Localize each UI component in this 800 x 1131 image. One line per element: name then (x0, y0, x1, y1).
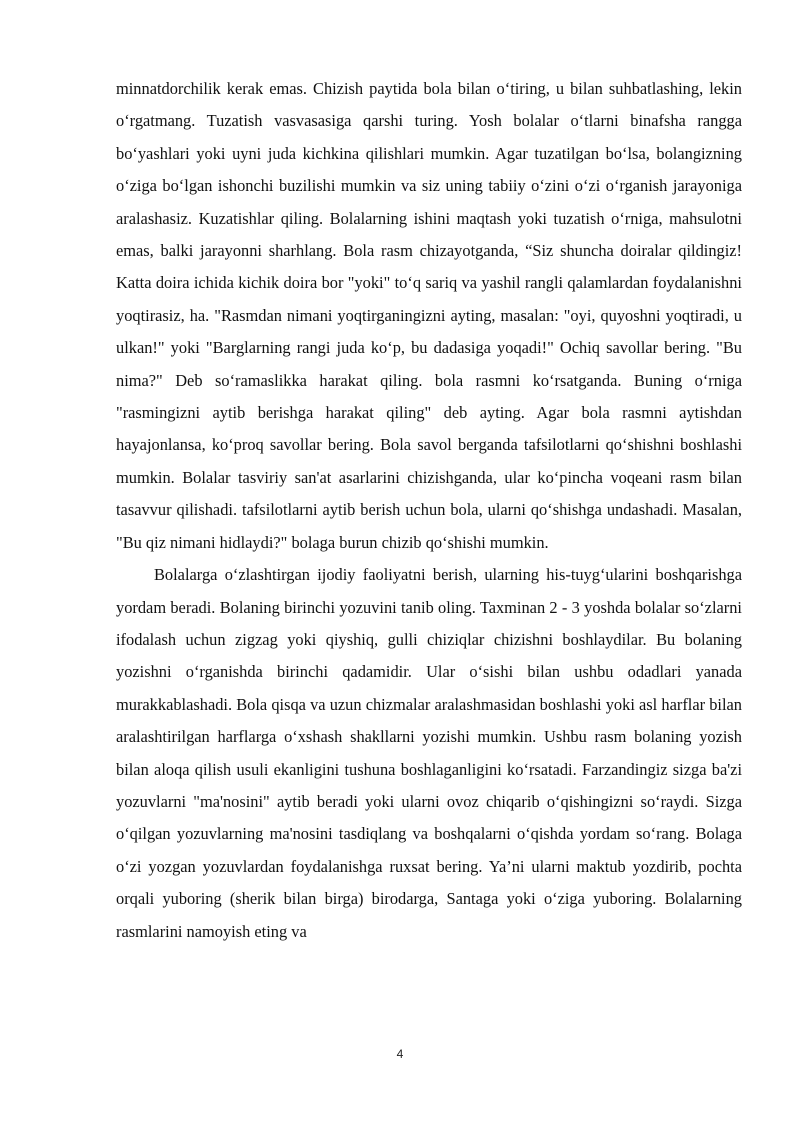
body-text (116, 73, 742, 948)
page-number: 4 (396, 1047, 404, 1061)
paragraph: Bolalarga o‘zlashtirgan ijodiy faoliyatni berish, ularning his-tuyg‘ularini boshqarishga yordam beradi. Bolaning birinchi yozuvini tanib oling. Taxminan 2 - 3 yoshda bolalar so‘zlarni ifodalash uchun zigzag yoki qiyshiq, gulli chiziqlar chizishni boshlaydilar. Bu bolaning yozishni o‘rganishda birinchi qadamidir. Ular o‘sishi bilan ushbu odadlari yanada murakkablashadi. Bola qisqa va uzun chizmalar aralashmasidan boshlashi yoki asl harflar bilan aralashtirilgan harflarga o‘xshash shakllarni yozishi mumkin. Ushbu rasm bolaning yozish bilan aloqa qilish usuli ekanligini tushuna boshlaganligini ko‘rsatadi. Farzandingiz sizga ba'zi yozuvlarni "ma'nosini" aytib beradi yoki ularni ovoz chiqarib o‘qishingizni so‘raydi. Sizga o‘qilgan yozuvlarning ma'nosini tasdiqlang va boshqalarni o‘qishda yordam so‘rang. Bolaga o‘zi yozgan yozuvlardan foydalanishga ruxsat bering. Ya’ni ularni maktub yozdirib, pochta orqali yuboring (sherik bilan birga) birodarga, Santaga yoki o‘ziga yuboring. Bolalarning rasmlarini namoyish eting va (116, 565, 742, 941)
paragraph-continuation: minnatdorchilik kerak emas. Chizish paytida bola bilan o‘tiring, u bilan suhbatlashing, lekin o‘rgatmang. Tuzatish vasvasasiga qarshi turing. Yosh bolalar o‘tlarni binafsha rangga bo‘yashlari yoki uyni juda kichkina qilishlari mumkin. Agar tuzatilgan bo‘lsa, bolangizning o‘ziga bo‘lgan ishonchi buzilishi mumkin va siz uning tabiiy o‘zini o‘zi o‘rganish jarayoniga aralashasiz. Kuzatishlar qiling. Bolalarning ishini maqtash yoki tuzatish o‘rniga, mahsulotni emas, balki jarayonni sharhlang. Bola rasm chizayotganda, “Siz shuncha doiralar qildingiz! Katta doira ichida kichik doira bor "yoki" to‘q sariq va yashil rangli qalamlardan foydalanishni yoqtirasiz, ha. "Rasmdan nimani yoqtirganingizni ayting, masalan: "oyi, quyoshni yoqtiradi, u ulkan!" yoki "Barglarning rangi juda ko‘p, bu dadasiga yoqadi!" Ochiq savollar bering. "Bu nima?" Deb so‘ramaslikka harakat qiling. bola rasmni ko‘rsatganda. Buning o‘rniga "rasmingizni aytib berishga harakat qiling" deb ayting. Agar bola rasmni aytishdan hayajonlansa, ko‘proq savollar bering. Bola savol berganda tafsilotlarni qo‘shishni boshlashi mumkin. Bolalar tasviriy san'at asarlarini chizishganda, ular ko‘pincha voqeani rasm bilan tasavvur qilishadi. tafsilotlarni aytib berish uchun bola, ularni qo‘shishga undashadi. Masalan, "Bu qiz nimani hidlaydi?" bolaga burun chizib qo‘shishi mumkin. (116, 79, 742, 552)
